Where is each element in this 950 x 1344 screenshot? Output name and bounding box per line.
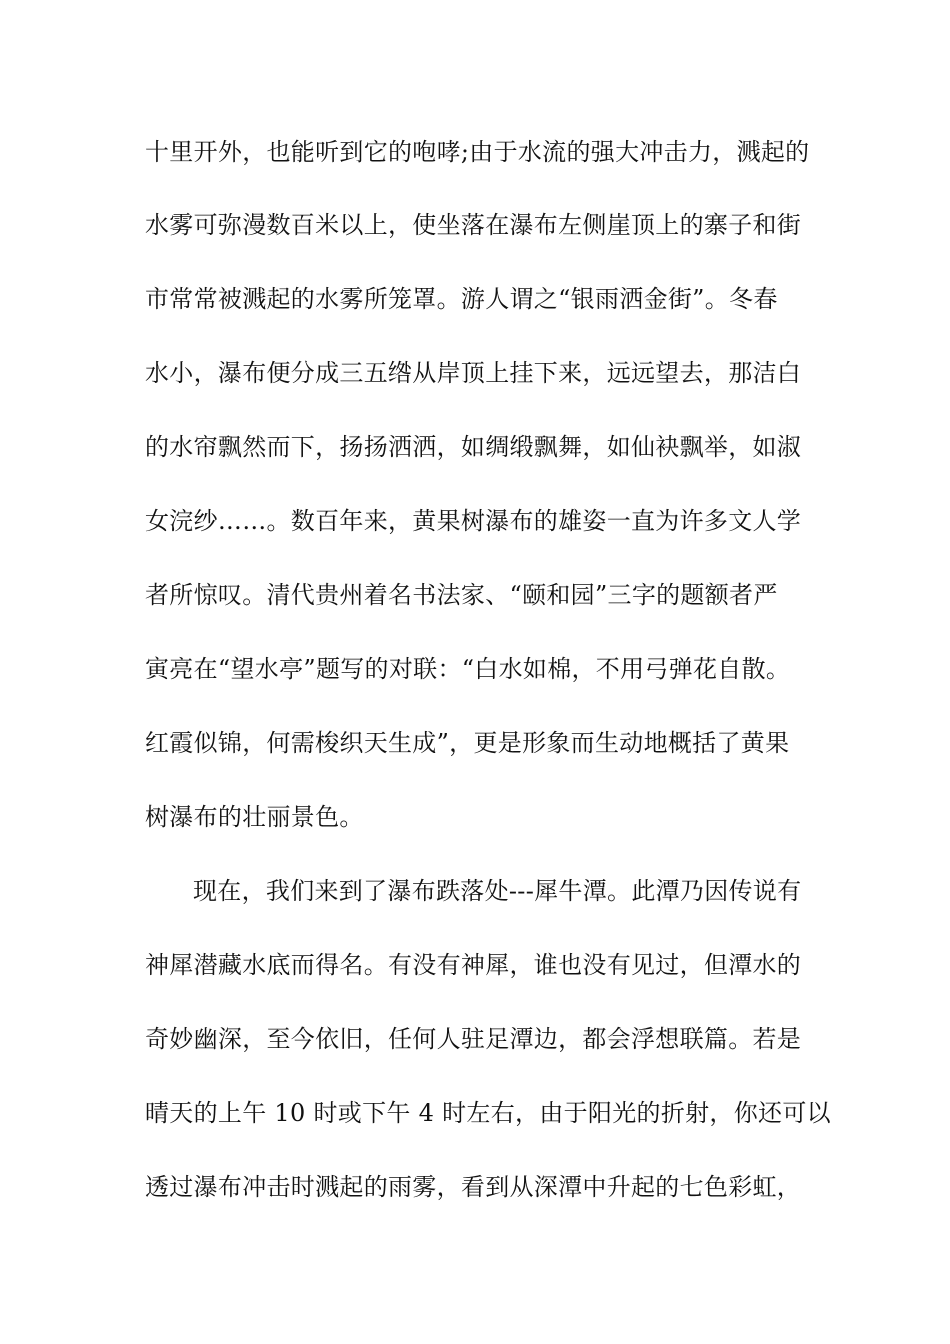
text-line-12: 神犀潜藏水底而得名。有没有神犀，谁也没有见过，但潭水的 bbox=[145, 951, 802, 979]
text-line-2: 水雾可弥漫数百米以上，使坐落在瀑布左侧崖顶上的寨子和街 bbox=[145, 211, 802, 239]
text-line-7: 者所惊叹。清代贵州着名书法家、“颐和园”三字的题额者严 bbox=[145, 581, 778, 609]
text-line-10: 树瀑布的壮丽景色。 bbox=[145, 803, 364, 831]
text-line-4: 水小，瀑布便分成三五绺从岸顶上挂下来，远远望去，那洁白 bbox=[145, 359, 802, 387]
text-line-9: 红霞似锦，何需梭织天生成”，更是形象而生动地概括了黄果 bbox=[145, 729, 790, 757]
text-line-15: 透过瀑布冲击时溅起的雨雾，看到从深潭中升起的七色彩虹， bbox=[145, 1173, 802, 1201]
paragraph-start-line: 现在，我们来到了瀑布跌落处---犀牛潭。此潭乃因传说有 bbox=[193, 877, 802, 905]
text-line-13: 奇妙幽深，至今依旧，任何人驻足潭边，都会浮想联篇。若是 bbox=[145, 1025, 802, 1053]
text-line-8: 寅亮在“望水亭”题写的对联：“白水如棉，不用弓弹花自散。 bbox=[145, 655, 791, 683]
text-line-1: 十里开外，也能听到它的咆哮;由于水流的强大冲击力，溅起的 bbox=[145, 138, 810, 166]
text-line-6: 女浣纱……。数百年来，黄果树瀑布的雄姿一直为许多文人学 bbox=[145, 507, 802, 535]
text-line-14: 晴天的上午 10 时或下午 4 时左右，由于阳光的折射，你还可以 bbox=[145, 1099, 831, 1127]
text-line-3: 市常常被溅起的水雾所笼罩。游人谓之“银雨洒金街”。冬春 bbox=[145, 285, 778, 313]
text-line-5: 的水帘飘然而下，扬扬洒洒，如绸缎飘舞，如仙袂飘举，如淑 bbox=[145, 433, 802, 461]
